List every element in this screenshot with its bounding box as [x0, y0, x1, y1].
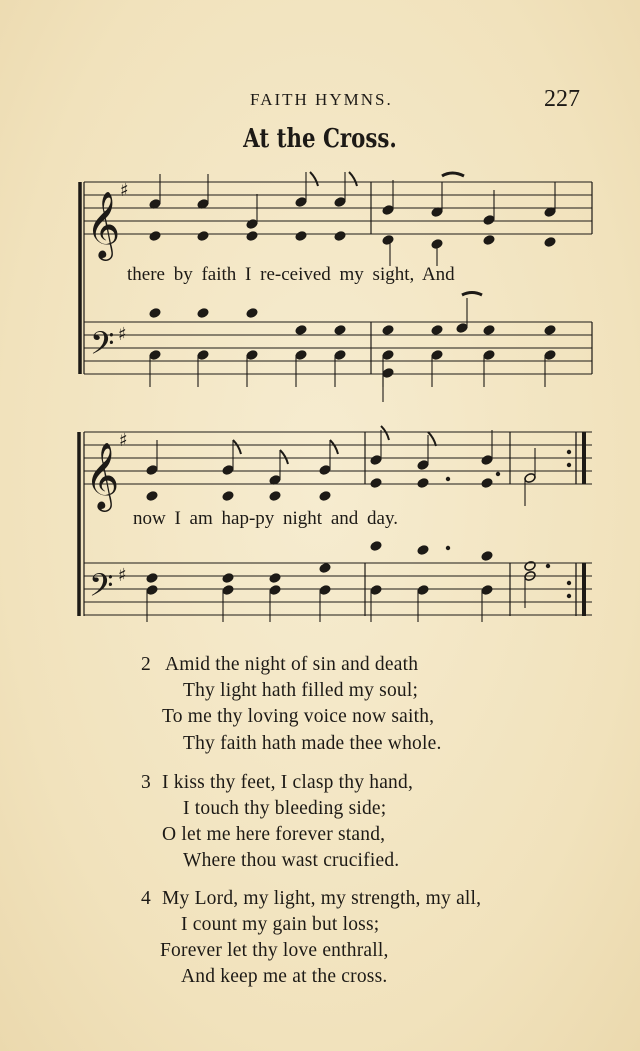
note-head — [382, 367, 395, 378]
note-head — [382, 234, 395, 245]
note-head — [483, 214, 496, 225]
note-head — [544, 236, 557, 247]
note-head — [334, 196, 347, 207]
score-system-1 — [80, 172, 592, 402]
augmentation-dot — [546, 564, 550, 568]
augmentation-dot — [496, 472, 500, 476]
note-flag — [349, 172, 357, 186]
sharp-icon: ♯ — [118, 324, 127, 345]
treble-clef-icon: 𝄞 — [85, 441, 120, 509]
note-head — [149, 307, 162, 318]
note-head — [334, 230, 347, 241]
verse-line: I count my gain but loss; — [181, 914, 380, 935]
note-head — [146, 572, 159, 583]
verse-line: And keep me at the cross. — [181, 966, 388, 987]
note-head — [295, 230, 308, 241]
note-head — [246, 230, 259, 241]
note-head — [246, 307, 259, 318]
note-head — [544, 324, 557, 335]
note-head — [319, 490, 332, 501]
note-flag — [330, 440, 338, 454]
verse-line: I touch thy bleeding side; — [183, 798, 387, 819]
note-head — [149, 230, 162, 241]
note-head — [222, 572, 235, 583]
note-head — [246, 218, 259, 229]
note-beam — [462, 293, 482, 296]
note-head — [295, 324, 308, 335]
note-head — [222, 464, 235, 475]
note-head — [456, 322, 469, 333]
page-number: 227 — [544, 86, 580, 112]
note-head — [222, 584, 235, 595]
note-head — [146, 490, 159, 501]
note-head — [319, 584, 332, 595]
note-head — [483, 324, 496, 335]
note-head — [269, 584, 282, 595]
note-head — [197, 230, 210, 241]
note-head — [222, 490, 235, 501]
note-head — [370, 454, 383, 465]
note-head — [295, 349, 308, 360]
augmentation-dot — [446, 546, 450, 550]
verse-number: 4 — [141, 888, 151, 909]
augmentation-dot — [567, 450, 571, 454]
augmentation-dot — [567, 594, 571, 598]
note-head — [370, 584, 383, 595]
note-flag — [381, 426, 389, 440]
augmentation-dot — [567, 463, 571, 467]
verse-number: 3 — [141, 772, 151, 793]
note-head — [481, 454, 494, 465]
note-head — [319, 562, 332, 573]
note-head — [382, 324, 395, 335]
note-head — [481, 584, 494, 595]
note-head — [197, 349, 210, 360]
verse-line: I kiss thy feet, I clasp thy hand, — [162, 772, 414, 793]
note-head — [382, 349, 395, 360]
treble-clef-icon: 𝄞 — [86, 190, 121, 258]
verse-line: O let me here forever stand, — [162, 824, 386, 845]
note-head — [417, 459, 430, 470]
verse-line: Thy light hath filled my soul; — [183, 680, 419, 701]
note-head — [149, 349, 162, 360]
book-title: FAITH HYMNS. — [250, 90, 393, 109]
bass-clef-icon: 𝄢 — [90, 325, 115, 369]
augmentation-dot — [567, 581, 571, 585]
lyrics-line-2: now I am hap-py night and day. — [133, 508, 398, 529]
note-head — [269, 490, 282, 501]
note-head — [197, 307, 210, 318]
verse-line: Thy faith hath made thee whole. — [183, 733, 442, 754]
note-head — [370, 477, 383, 488]
note-flag — [428, 432, 436, 446]
note-head — [417, 477, 430, 488]
note-head — [334, 349, 347, 360]
sharp-icon: ♯ — [118, 565, 127, 586]
verse-line: Amid the night of sin and death — [165, 654, 419, 675]
note-beam — [442, 173, 464, 176]
hymn-title: At the Cross. — [243, 124, 397, 154]
note-flag — [233, 440, 241, 454]
verse-line: To me thy loving voice now saith, — [162, 706, 435, 727]
note-flag — [310, 172, 318, 186]
note-head — [524, 560, 537, 571]
sharp-icon: ♯ — [119, 430, 128, 451]
note-flag — [280, 450, 288, 464]
note-head — [483, 234, 496, 245]
verse-line: Forever let thy love enthrall, — [160, 940, 389, 961]
note-head — [269, 572, 282, 583]
note-head — [524, 472, 537, 483]
note-head — [370, 540, 383, 551]
note-head — [319, 464, 332, 475]
verse-number: 2 — [141, 654, 151, 675]
note-head — [146, 584, 159, 595]
note-head — [544, 349, 557, 360]
note-head — [483, 349, 496, 360]
note-head — [146, 464, 159, 475]
bass-clef-icon: 𝄢 — [89, 567, 114, 611]
note-head — [431, 349, 444, 360]
note-head — [417, 544, 430, 555]
note-head — [417, 584, 430, 595]
lyrics-line-1: there by faith I re-ceived my sight, And — [127, 264, 455, 285]
note-head — [481, 550, 494, 561]
note-head — [431, 324, 444, 335]
sharp-icon: ♯ — [120, 180, 129, 201]
note-head — [334, 324, 347, 335]
note-head — [382, 204, 395, 215]
note-head — [295, 196, 308, 207]
verse-line: Where thou wast crucified. — [183, 850, 400, 871]
note-head — [246, 349, 259, 360]
augmentation-dot — [446, 477, 450, 481]
note-head — [481, 477, 494, 488]
verse-line: My Lord, my light, my strength, my all, — [162, 888, 482, 909]
